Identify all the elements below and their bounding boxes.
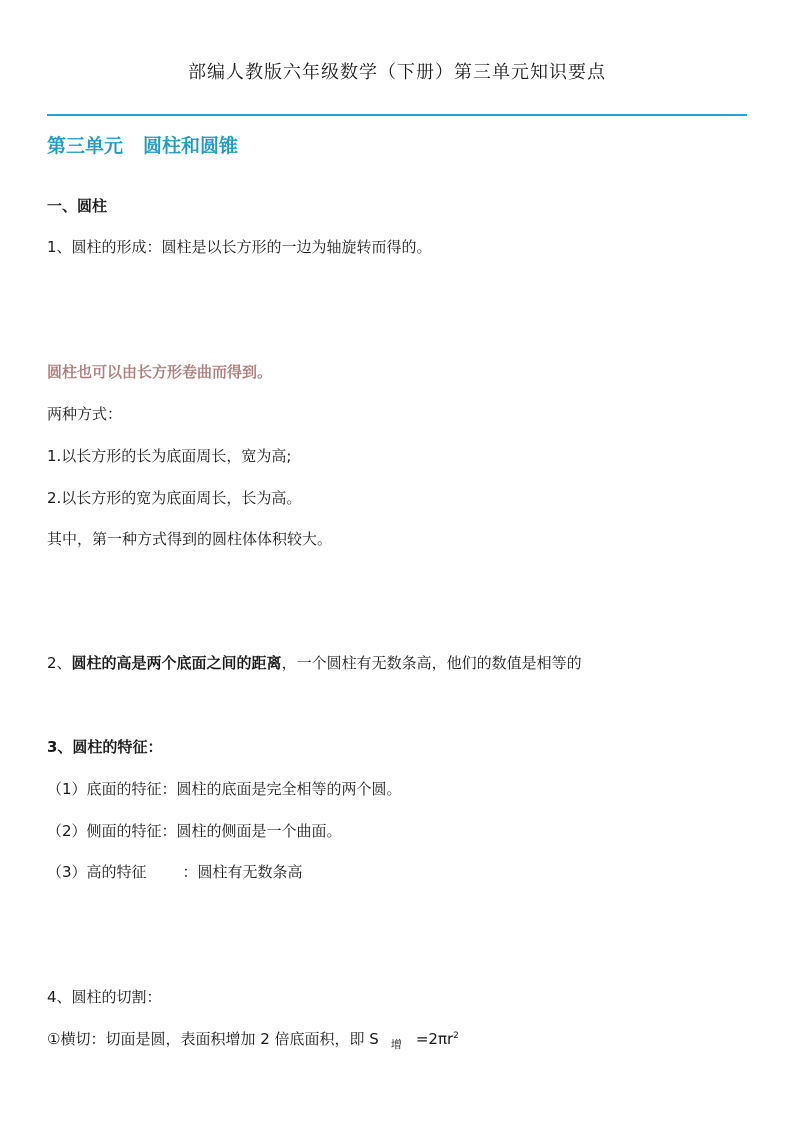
height-definition: 圆柱的高是两个底面之间的距离 (71, 654, 282, 672)
cylinder-features-heading: 3、圆柱的特征： (47, 738, 163, 756)
cylinder-formation-line: 1、圆柱的形成：圆柱是以长方形的一边为轴旋转而得的。 (47, 238, 432, 256)
increase-subscript: 增 (390, 1038, 402, 1051)
cylinder-roll-note: 圆柱也可以由长方形卷曲而得到。 (47, 363, 273, 381)
square-superscript: 2 (453, 1031, 459, 1041)
feature-height-value: ：圆柱有无数条高 (182, 863, 303, 881)
unit-label: 第三单元 (47, 135, 124, 157)
feature-height-label: （3）高的特征 (47, 863, 147, 881)
height-line-rest: ，一个圆柱有无数条高，他们的数值是相等的 (281, 654, 582, 672)
feature-height-line (47, 861, 303, 882)
feature-side-line: （2）侧面的特征：圆柱的侧面是一个曲面。 (47, 822, 342, 840)
cylinder-height-line (47, 652, 582, 673)
method-comparison-line: 其中，第一种方式得到的圆柱体体积较大。 (47, 530, 333, 548)
feature-base-line: （1）底面的特征：圆柱的底面是完全相等的两个圆。 (47, 780, 402, 798)
unit-title (47, 131, 238, 158)
section-heading-cylinder: 一、圆柱 (47, 197, 108, 215)
two-methods-label: 两种方式： (47, 405, 123, 423)
unit-topic: 圆柱和圆锥 (143, 135, 239, 157)
horizontal-cut-text: ①横切：切面是圆，表面积增加 2 倍底面积，即 S (47, 1030, 379, 1048)
height-line-number: 2、 (47, 654, 72, 672)
method-one-line: 1.以长方形的长为底面周长，宽为高; (47, 447, 292, 465)
method-two-line: 2.以长方形的宽为底面周长，长为高。 (47, 489, 302, 507)
document-header-title: 部编人教版六年级数学（下册）第三单元知识要点 (188, 62, 606, 83)
cylinder-cutting-heading: 4、圆柱的切割： (47, 988, 162, 1006)
header-divider (47, 114, 747, 116)
horizontal-cut-line (47, 1028, 459, 1049)
area-formula: =2πr (415, 1030, 454, 1048)
